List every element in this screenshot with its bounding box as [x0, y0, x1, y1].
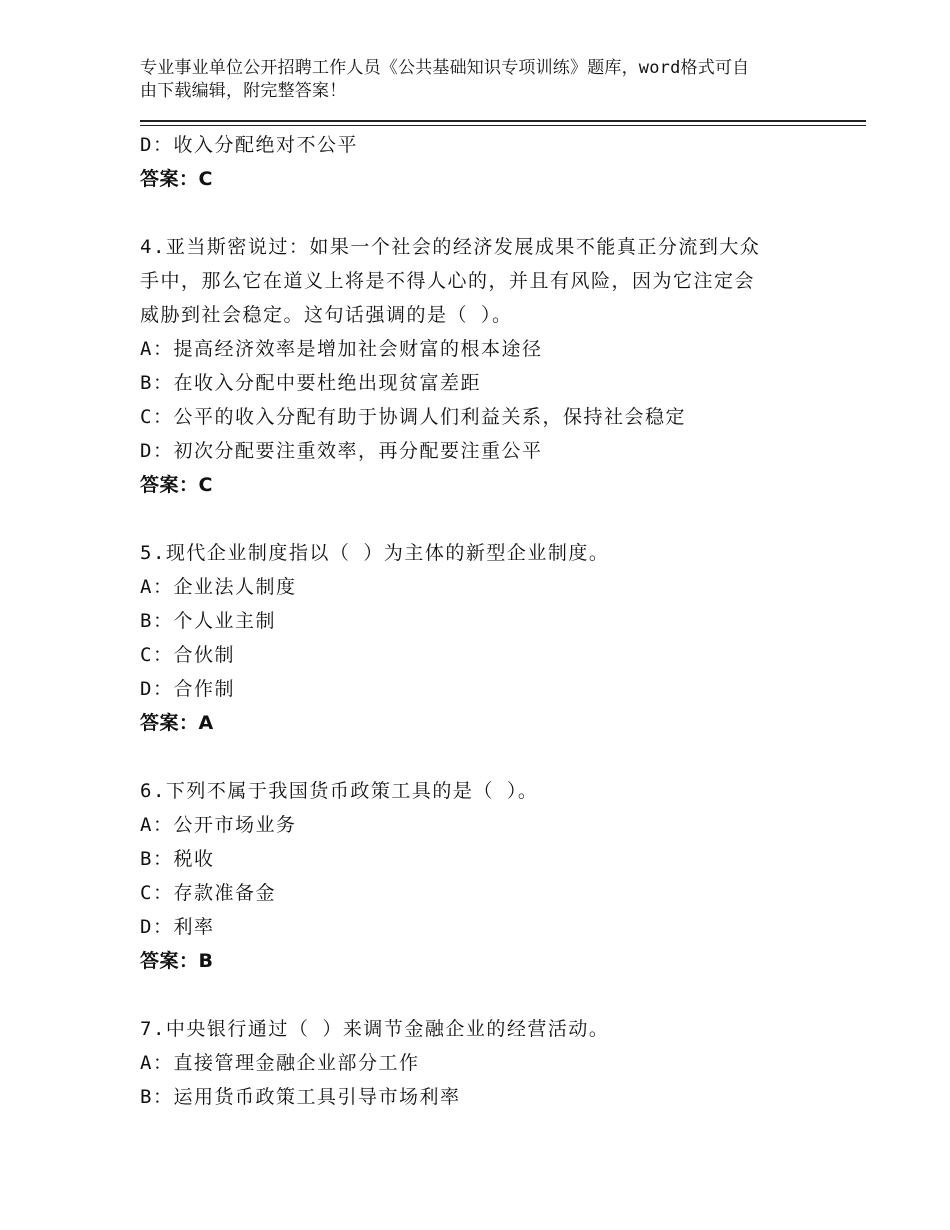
option-b: B：运用货币政策工具引导市场利率	[140, 1086, 461, 1108]
answer-label: 答案：A	[140, 712, 214, 734]
option-b: B：个人业主制	[140, 610, 276, 632]
question-stem-line: 威胁到社会稳定。这句话强调的是（ ）。	[140, 304, 513, 326]
option-a: A：企业法人制度	[140, 576, 297, 598]
question-block-5	[140, 536, 840, 740]
header-rule-thick	[140, 120, 866, 122]
option-a: A：直接管理金融企业部分工作	[140, 1052, 420, 1074]
spacer	[140, 196, 840, 230]
header-rule-thin	[140, 125, 866, 126]
question-stem-line: 7.中央银行通过（ ）来调节金融企业的经营活动。	[140, 1018, 610, 1040]
page-header	[140, 57, 820, 103]
spacer	[140, 978, 840, 1012]
prev-option-d: D：收入分配绝对不公平	[140, 134, 358, 156]
question-content	[140, 128, 840, 1114]
answer-label: 答案：B	[140, 950, 214, 972]
question-stem-line: 手中，那么它在道义上将是不得人心的，并且有风险，因为它注定会	[140, 270, 756, 292]
question-block-4	[140, 230, 840, 502]
option-a: A：提高经济效率是增加社会财富的根本途径	[140, 338, 543, 360]
option-c: C：存款准备金	[140, 882, 276, 904]
header-line-1: 专业事业单位公开招聘工作人员《公共基础知识专项训练》题库，word格式可自	[140, 58, 750, 78]
option-a: A：公开市场业务	[140, 814, 297, 836]
option-c: C：合伙制	[140, 644, 235, 666]
question-stem-line: 6.下列不属于我国货币政策工具的是（ ）。	[140, 780, 539, 802]
option-d: D：初次分配要注重效率，再分配要注重公平	[140, 440, 543, 462]
header-line-2: 由下载编辑，附完整答案！	[140, 81, 347, 101]
option-d: D：合作制	[140, 678, 235, 700]
option-b: B：在收入分配中要杜绝出现贫富差距	[140, 372, 481, 394]
option-c: C：公平的收入分配有助于协调人们利益关系，保持社会稳定	[140, 406, 686, 428]
question-stem-line: 4.亚当斯密说过：如果一个社会的经济发展成果不能真正分流到大众	[140, 236, 761, 258]
question-stem-line: 5.现代企业制度指以（ ）为主体的新型企业制度。	[140, 542, 610, 564]
question-block-6	[140, 774, 840, 978]
answer-label: 答案：C	[140, 474, 213, 496]
option-b: B：税收	[140, 848, 215, 870]
question-block-7	[140, 1012, 840, 1114]
spacer	[140, 502, 840, 536]
option-d: D：利率	[140, 916, 215, 938]
spacer	[140, 740, 840, 774]
prev-answer: 答案：C	[140, 168, 213, 190]
